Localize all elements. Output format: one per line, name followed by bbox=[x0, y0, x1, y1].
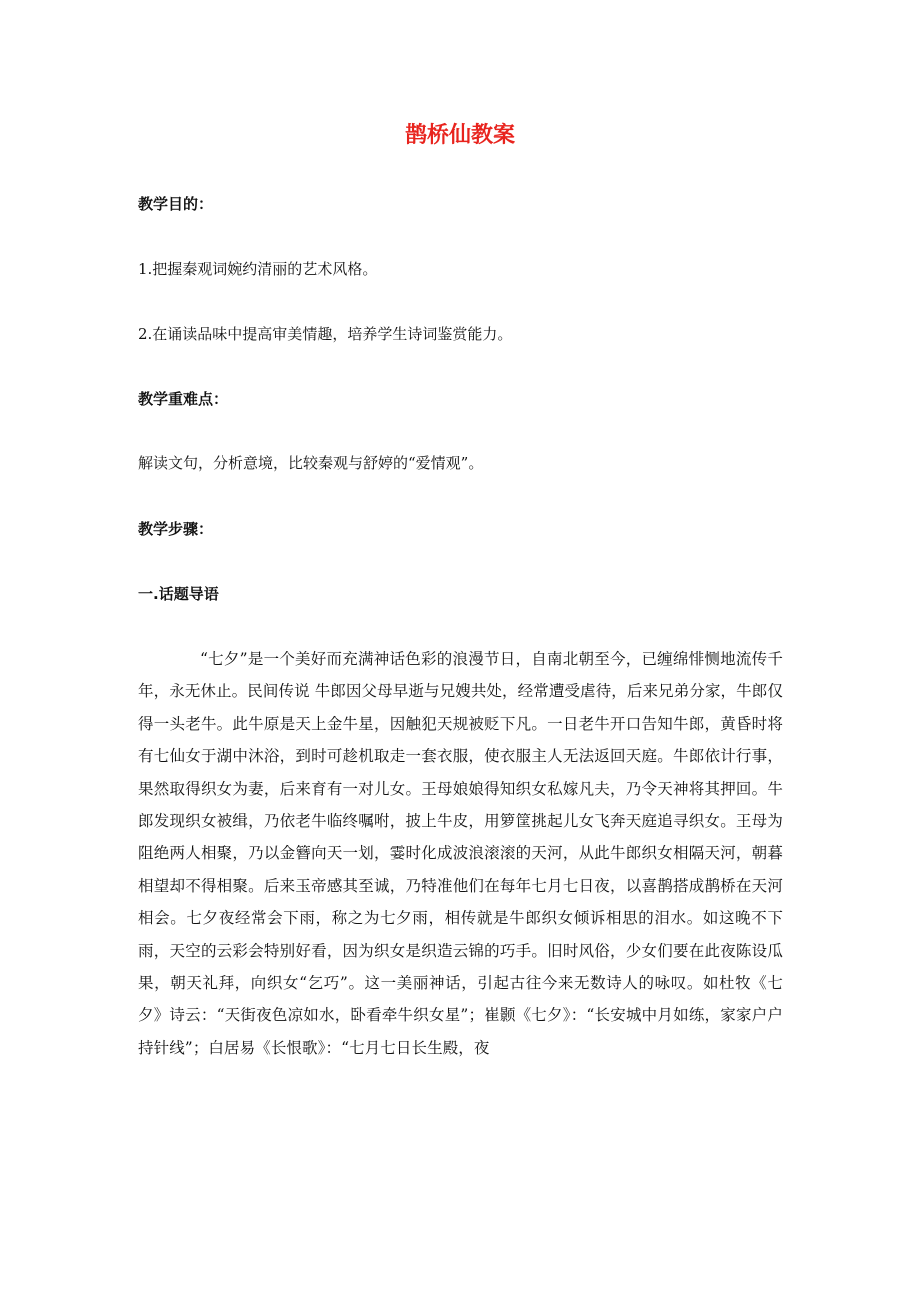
objectives-heading: 教学目的： bbox=[138, 195, 214, 213]
key-points-text: 解读文句，分析意境，比较秦观与舒婷的“爱情观”。 bbox=[138, 454, 484, 472]
key-points-heading: 教学重难点： bbox=[138, 390, 229, 408]
document-title: 鹊桥仙教案 bbox=[404, 123, 515, 148]
section-1-paragraph: “七夕”是一个美好而充满神话色彩的浪漫节日，自南北朝至今，已缠绵悱恻地流传千年，永无休止。民间传说 牛郎因父母早逝与兄嫂共处，经常遭受虐待，后来兄弟分家，牛郎仅得一头老牛。此牛原是天上金牛星，因触犯天规被贬下凡。一日老牛开口告知牛郎，黄昏时将有七仙女于湖中沐浴，到时可趁机取走一套衣服，使衣服主人无法返回天庭。牛郎依计行事，果然取得织女为妻，后来育有一对儿女。王母娘娘得知织女私嫁凡夫，乃令天神将其押回。牛郎发现织女被缉，乃依老牛临终嘱咐，披上牛皮，用箩筐挑起儿女飞奔天庭追寻织女。王母为阻绝两人相聚，乃以金簪向天一划，霎时化成波浪滚滚的天河，从此牛郎织女相隔天河，朝暮相望却不得相聚。后来玉帝感其至诚，乃特准他们在每年七月七日夜，以喜鹊搭成鹊桥在天河相会。七夕夜经常会下雨，称之为七夕雨，相传就是牛郎织女倾诉相思的泪水。如这晚不下雨，天空的云彩会特别好看，因为织女是织造云锦的巧手。旧时风俗，少女们要在此夜陈设瓜果，朝天礼拜，向织女“乞巧”。这一美丽神话，引起古往今来无数诗人的咏叹。如杜牧《七夕》诗云：“天街夜色凉如水，卧看牵牛织女星”；崔颢《七夕》：“长安城中月如练，家家户户持针线”；白居易《长恨歌》：“七月七日长生殿，夜 bbox=[138, 650, 783, 1057]
section-1-heading: 一.话题导语 bbox=[138, 585, 219, 603]
objective-item-2: 2.在诵读品味中提高审美情趣，培养学生诗词鉴赏能力。 bbox=[138, 325, 513, 343]
objective-item-1: 1.把握秦观词婉约清丽的艺术风格。 bbox=[138, 260, 378, 278]
steps-heading: 教学步骤： bbox=[138, 520, 214, 538]
